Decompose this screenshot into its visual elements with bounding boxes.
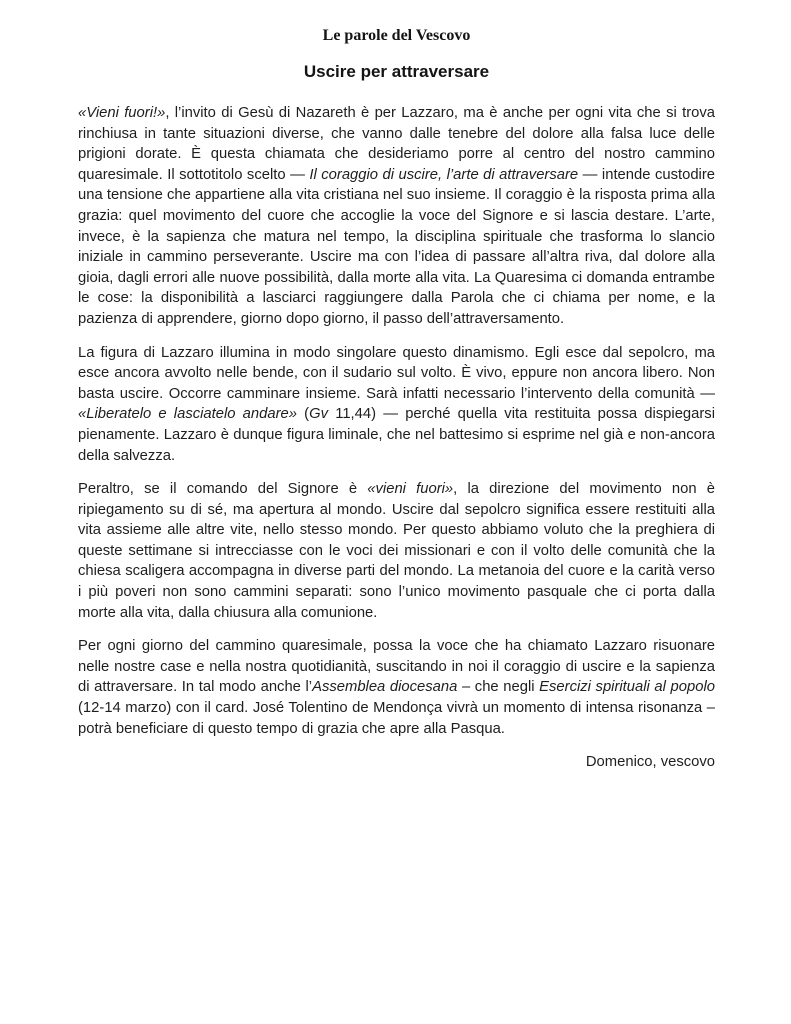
text-run-italic: Assemblea diocesana bbox=[312, 679, 458, 696]
text-run-italic: Il coraggio di uscire, l’arte di attraversare bbox=[309, 166, 579, 183]
text-run: 11,44) — perché quella vita restituita possa dispiegarsi pienamente. Lazzaro è dunque figura liminale, che nel battesimo si esprime nel già e non-ancora della salvezza. bbox=[78, 406, 715, 464]
text-run: – che negli bbox=[457, 679, 540, 696]
page-subtitle: Uscire per attraversare bbox=[303, 62, 490, 81]
text-run: La figura di Lazzaro illumina in modo singolare questo dinamismo. Egli esce dal sepolcro, ma esce ancora avvolto nelle bende, con il sudario sul volto. È vivo, eppure non ancora libero. Non basta uscire. Occorre camminare insieme. Sarà infatti necessario l’intervento della comunità — bbox=[78, 344, 715, 402]
text-run: Peraltro, se il comando del Signore è bbox=[78, 481, 368, 498]
text-run: — intende custodire una tensione che appartiene alla vita cristiana nel suo insieme. Il coraggio è la risposta prima alla grazia: quel movimento del cuore che accoglie la voce del Signore e si lascia destare. L’arte, invece, è la sapienza che matura nel tempo, la disciplina spirituale che trasforma lo slancio iniziale in cammino perseverante. Uscire ma con l’idea di passare all’altra riva, dal dolore alla gioia, dagli errori alle nuove possibilità, dalla morte alla vita. La Quaresima ci domanda entrambe le cose: la disponibilità a lasciarci raggiungere dalla Parola che ci chiama per nome, e la pazienza di apprendere, giorno dopo giorno, il passo dell’attraversamento. bbox=[78, 166, 716, 327]
text-run-italic: «Liberatelo e lasciatelo andare» bbox=[78, 406, 297, 423]
text-run-italic: «vieni fuori» bbox=[367, 481, 454, 498]
paragraph bbox=[78, 479, 715, 623]
paragraph bbox=[78, 636, 715, 739]
text-run-italic: «Vieni fuori!» bbox=[78, 105, 166, 121]
paragraph bbox=[78, 103, 715, 330]
text-run: , l’invito di Gesù di Nazareth è per Lazzaro, ma è anche per ogni vita che si trova rinchiusa in tante situazioni diverse, che vanno dalle tenebre del dolore alla falsa luce delle prigioni dorate. È questa chiamata che desideriamo porre al centro del nostro cammino quaresimale. Il sottotitolo scelto — bbox=[78, 105, 715, 183]
paragraph bbox=[78, 343, 715, 467]
text-run: ( bbox=[296, 406, 310, 423]
text-run: (12-14 marzo) con il card. José Tolentino de Mendonça vivrà un momento di intensa risonanza – potrà beneficiare di questo tempo di grazia che apre alla Pasqua. bbox=[78, 700, 715, 737]
document-body bbox=[78, 103, 715, 739]
page-title: Le parole del Vescovo bbox=[322, 27, 471, 44]
text-run-italic: Gv bbox=[309, 406, 329, 423]
text-run-italic: Esercizi spirituali al popolo bbox=[539, 679, 715, 696]
text-run: , la direzione del movimento non è ripiegamento su di sé, ma apertura al mondo. Uscire dal sepolcro significa essere restituiti alla vita assieme alle altre vite, nello stesso mondo. Per questo abbiamo voluto che la preghiera di queste settimane si intrecciasse con le voci dei missionari e con il volto delle comunità che la chiesa scaligera accompagna in diverse parti del mondo. La metanoia del cuore e la carità verso i più poveri non sono cammini separati: sono l’unico movimento pasquale che ci porta dalla morte alla vita, dalla chiusura alla comunione. bbox=[78, 481, 716, 621]
text-run: Per ogni giorno del cammino quaresimale, possa la voce che ha chiamato Lazzaro risuonare nelle nostre case e nella nostra quotidianità, suscitando in noi il coraggio di uscire e la sapienza di attraversare. In tal modo anche l’ bbox=[78, 638, 715, 696]
signature: Domenico, vescovo bbox=[585, 754, 715, 771]
